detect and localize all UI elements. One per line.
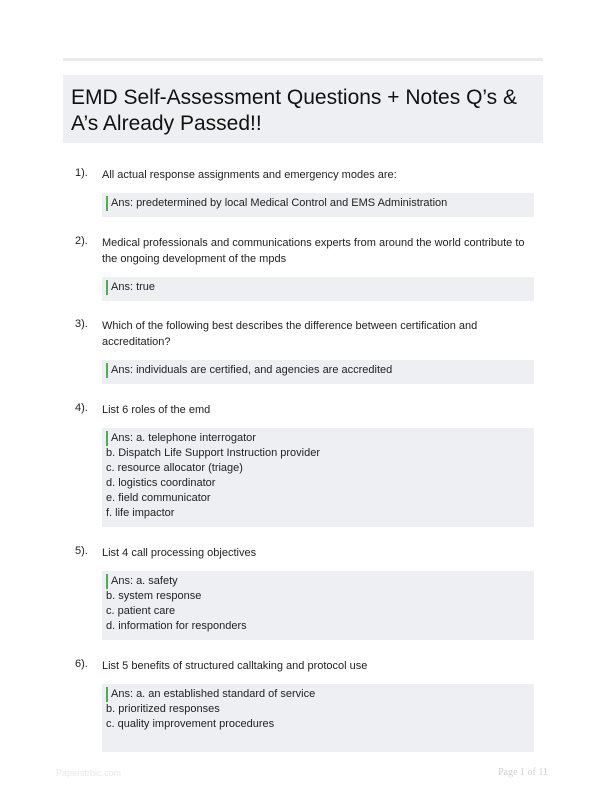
question-text: Which of the following best describes the difference between certification and accreditation? xyxy=(102,320,478,348)
answer-line: c. resource allocator (triage) xyxy=(106,462,243,474)
question-text: List 5 benefits of structured calltaking and protocol use xyxy=(102,660,368,672)
answer-line: b. prioritized responses xyxy=(106,703,220,715)
question-5 xyxy=(75,545,537,640)
question-text: List 6 roles of the emd xyxy=(102,404,211,416)
answer-line: Ans: a. an established standard of service xyxy=(106,687,530,702)
question-1 xyxy=(75,167,537,217)
answer-box xyxy=(102,571,534,640)
answer-line: c. patient care xyxy=(106,605,176,617)
answer-line: Ans: true xyxy=(106,280,530,295)
question-number: 3). xyxy=(75,318,88,330)
answer-line: f. life impactor xyxy=(106,507,175,519)
question-number: 2). xyxy=(75,235,88,247)
question-number: 4). xyxy=(75,402,88,414)
answer-line: Ans: individuals are certified, and agencies are accredited xyxy=(106,363,530,378)
answer-box xyxy=(102,193,534,217)
question-number: 6). xyxy=(75,658,88,670)
answer-line: Ans: a. safety xyxy=(106,574,530,589)
question-number: 5). xyxy=(75,545,88,557)
question-3 xyxy=(75,318,537,384)
answer-line: c. quality improvement procedures xyxy=(106,718,275,730)
question-4 xyxy=(75,402,537,527)
question-text: Medical professionals and communications experts from around the world contribute to the ongoing development of the mpds xyxy=(102,237,525,265)
answer-line: b. Dispatch Life Support Instruction provider xyxy=(106,447,321,459)
title-box xyxy=(63,75,543,143)
answer-line: d. logistics coordinator xyxy=(106,477,216,489)
top-rule xyxy=(63,58,543,61)
question-2 xyxy=(75,235,537,301)
answer-line: d. information for responders xyxy=(106,620,247,632)
answer-line: b. system response xyxy=(106,590,202,602)
answer-box xyxy=(102,684,534,752)
page-number: Page 1 of 11 xyxy=(498,767,548,778)
question-text: List 4 call processing objectives xyxy=(102,547,257,559)
answer-line: e. field communicator xyxy=(106,492,211,504)
question-number: 1). xyxy=(75,167,88,179)
answer-box xyxy=(102,360,534,384)
answer-box xyxy=(102,277,534,301)
question-text: All actual response assignments and emergency modes are: xyxy=(102,169,397,181)
document-title: EMD Self-Assessment Questions + Notes Q’s & A’s Already Passed!! xyxy=(71,86,518,135)
answer-line: Ans: a. telephone interrogator xyxy=(106,431,530,446)
answer-box xyxy=(102,428,534,527)
answer-line: Ans: predetermined by local Medical Control and EMS Administration xyxy=(106,196,530,211)
question-6 xyxy=(75,658,537,752)
footer-watermark: Paperstrbic.com xyxy=(56,768,122,778)
